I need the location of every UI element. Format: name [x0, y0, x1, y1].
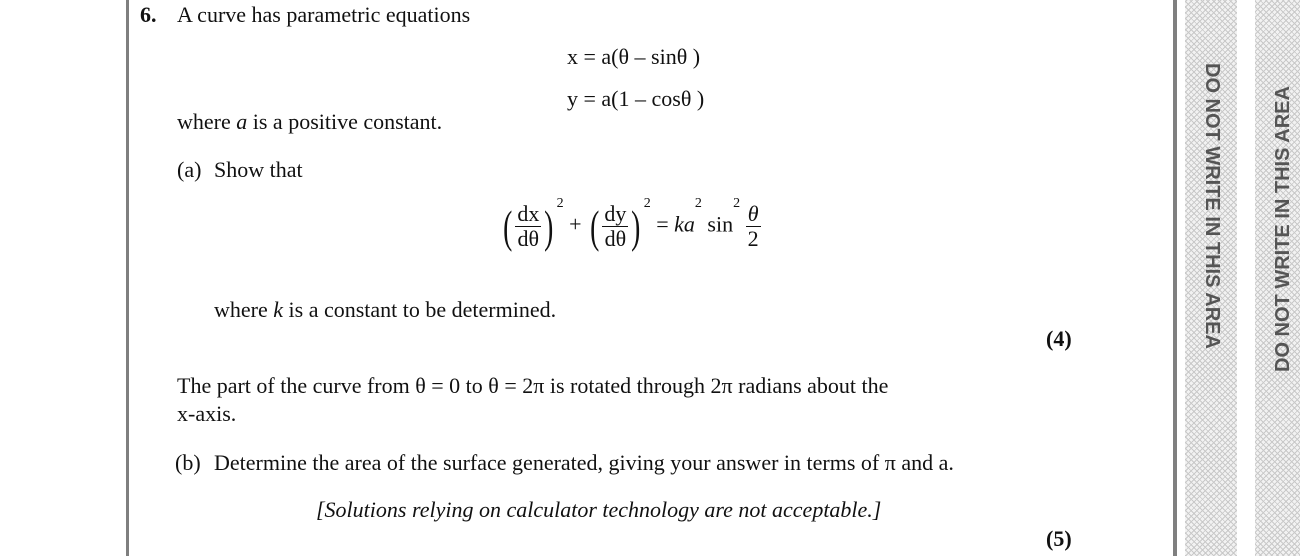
do-not-write-label-left: DO NOT WRITE IN THIS AREA: [1201, 63, 1223, 349]
part-a-text: Show that: [214, 157, 303, 182]
do-not-write-label-right: DO NOT WRITE IN THIS AREA: [1272, 86, 1294, 372]
stem-line-1: The part of the curve from θ = 0 to θ = 2π is rotated through 2π radians about the: [177, 373, 889, 398]
stem-line-2: x-axis.: [177, 401, 237, 426]
question-intro: A curve has parametric equations: [177, 2, 471, 27]
equation-x: x = a(θ – sinθ ): [567, 44, 701, 69]
question-number: 6.: [140, 2, 157, 27]
part-b-label: (b): [175, 450, 201, 475]
equation-y: y = a(1 – cosθ ): [567, 86, 705, 111]
calculator-note: [Solutions relying on calculator technology are not acceptable.]: [316, 497, 882, 522]
part-a-marks: (4): [1046, 326, 1072, 351]
part-a-label: (a): [177, 157, 202, 182]
derivative-identity: ( $\frac{dx}{d\theta}$ ) $^2$ + ( $\frac{dy}{d\theta}$ ) $^2 = ka^2$ $\sin^2$ $\frac{\theta}{2}$: [503, 196, 759, 252]
left-margin-rule: [126, 0, 129, 556]
part-b-text: Determine the area of the surface generated, giving your answer in terms of π and a.: [214, 450, 954, 475]
part-a-where: where k is a constant to be determined.: [214, 297, 557, 322]
part-b-marks: (5): [1046, 526, 1072, 551]
condition-text: where a is a positive constant.: [177, 109, 443, 134]
right-margin-rule: [1173, 0, 1177, 556]
